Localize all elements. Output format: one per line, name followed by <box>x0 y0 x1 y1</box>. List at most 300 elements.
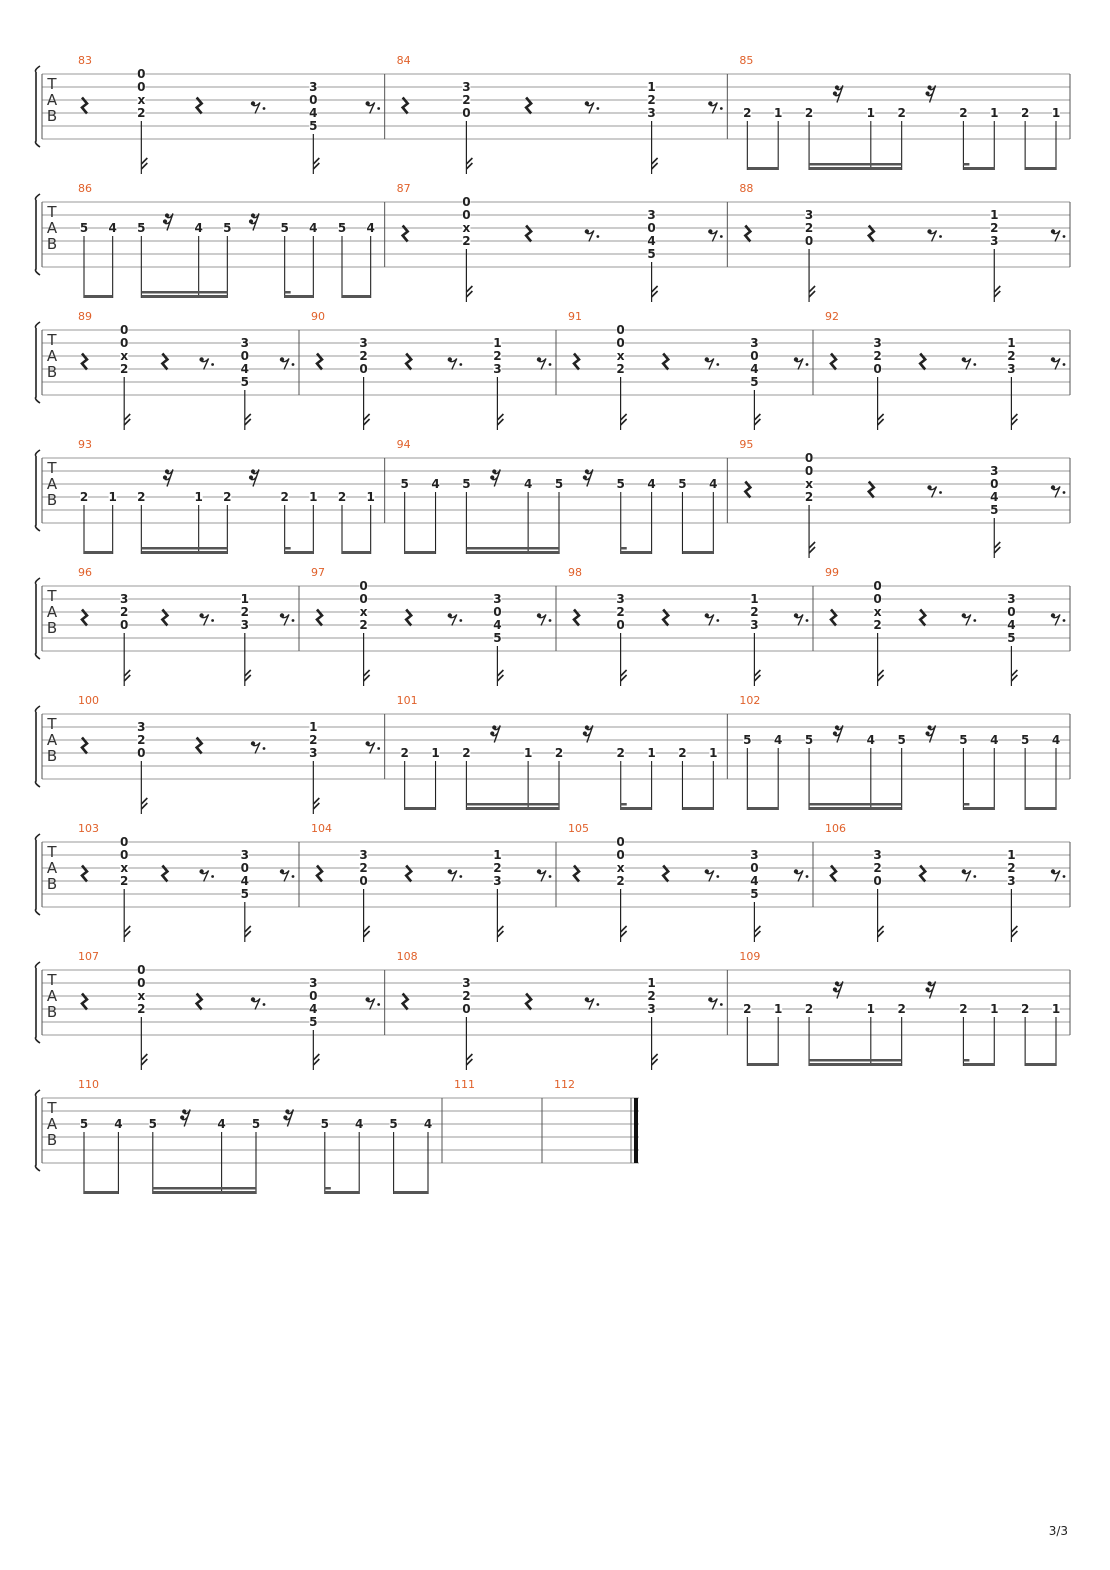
fret-number: 1 <box>709 746 718 760</box>
measure <box>78 54 385 174</box>
measure <box>397 54 728 174</box>
fret-number: 1 <box>647 976 656 990</box>
measure-number: 102 <box>739 694 761 707</box>
fret-number: 4 <box>309 106 318 120</box>
beam <box>84 295 113 298</box>
measure <box>568 822 813 942</box>
fret-number: 0 <box>493 605 502 619</box>
rest-dot <box>377 107 380 110</box>
fret-number: 0 <box>462 195 471 209</box>
fret-number: x <box>359 605 368 619</box>
beam <box>285 551 314 554</box>
measure <box>397 694 728 810</box>
measure-number: 101 <box>396 694 418 707</box>
fret-number: 0 <box>804 234 814 248</box>
sixteenth-flag <box>809 542 815 553</box>
fret-number: 5 <box>990 503 999 517</box>
fret-number: 1 <box>750 592 759 606</box>
fret-number: 3 <box>120 592 129 606</box>
fret-number: 0 <box>137 746 146 760</box>
fret-number: 3 <box>750 336 759 350</box>
fret-number: 2 <box>897 106 906 120</box>
fret-number: 4 <box>647 477 656 491</box>
beam <box>621 807 652 810</box>
measure <box>78 822 299 942</box>
fret-number: 3 <box>616 592 625 606</box>
fret-number: 1 <box>1051 1002 1061 1016</box>
rest-dot <box>459 363 462 366</box>
fret-number: 3 <box>990 464 999 478</box>
fret-number: 2 <box>616 605 625 619</box>
fret-number: 1 <box>366 490 375 504</box>
fret-number: 3 <box>359 848 368 862</box>
measure-number: 109 <box>739 950 761 963</box>
sixteenth-flag <box>141 158 147 169</box>
measure-number: 90 <box>311 310 325 323</box>
fret-number: 3 <box>493 592 502 606</box>
fret-number: 5 <box>647 247 656 261</box>
fret-number: x <box>616 349 625 363</box>
fret-number: 3 <box>804 208 814 222</box>
rest-dot <box>720 1003 723 1006</box>
fret-number: 5 <box>750 375 759 389</box>
fret-number: 1 <box>1007 336 1016 350</box>
system-bracket <box>36 194 41 275</box>
beam <box>621 551 652 554</box>
sixteenth-flag <box>466 158 472 169</box>
sixteenth-flag <box>994 286 1000 297</box>
tab-clef-letter: T <box>47 587 57 605</box>
fret-number: 2 <box>462 234 471 248</box>
tab-clef-letter: T <box>47 203 57 221</box>
fret-number: 3 <box>873 848 882 862</box>
sixteenth-flag <box>621 414 627 425</box>
fret-number: 2 <box>120 362 129 376</box>
rest-dot <box>549 619 552 622</box>
tab-clef-letter: T <box>47 971 57 989</box>
fret-number: 2 <box>750 605 759 619</box>
rest-dot <box>292 875 295 878</box>
fret-number: 0 <box>120 618 129 632</box>
system-bracket <box>36 706 41 787</box>
measure <box>397 950 728 1070</box>
fret-number: 2 <box>79 490 89 504</box>
measure-number: 89 <box>78 310 92 323</box>
fret-number: 4 <box>309 1002 318 1016</box>
measure <box>739 54 1070 170</box>
tab-system <box>36 694 1071 814</box>
sixteenth-flag <box>245 670 251 681</box>
fret-number: 4 <box>114 1117 123 1131</box>
fret-number: 2 <box>462 989 471 1003</box>
fret-number: 2 <box>1020 1002 1030 1016</box>
system-bracket <box>36 450 41 531</box>
rest-dot <box>973 619 976 622</box>
tab-clef-letter: T <box>47 1099 57 1117</box>
fret-number: 3 <box>647 1002 656 1016</box>
rest-dot <box>596 1003 599 1006</box>
measure <box>397 438 728 554</box>
sixteenth-flag <box>621 926 627 937</box>
rest-dot <box>596 107 599 110</box>
fret-number: 2 <box>990 221 999 235</box>
fret-number: 4 <box>1007 618 1016 632</box>
measure-number: 88 <box>739 182 754 195</box>
fret-number: 3 <box>309 746 318 760</box>
fret-number: 1 <box>108 490 117 504</box>
fret-number: 1 <box>194 490 203 504</box>
fret-number: 2 <box>647 989 656 1003</box>
rest-dot <box>292 363 295 366</box>
fret-number: 1 <box>493 336 502 350</box>
fret-number: 3 <box>1007 874 1016 888</box>
system-bracket <box>36 322 41 403</box>
sixteenth-flag <box>754 414 760 425</box>
fret-number: 0 <box>120 323 129 337</box>
fret-number: 5 <box>320 1117 329 1131</box>
fret-number: 0 <box>616 336 625 350</box>
fret-number: 1 <box>523 746 533 760</box>
sixteenth-flag <box>878 414 884 425</box>
system-bracket <box>36 834 41 915</box>
fret-number: 1 <box>990 1002 999 1016</box>
rest-dot <box>720 235 723 238</box>
fret-number: 2 <box>554 746 564 760</box>
beam-partial <box>285 547 291 550</box>
fret-number: 5 <box>280 221 289 235</box>
beam-partial <box>963 803 969 806</box>
tab-clef-letter: B <box>46 235 58 253</box>
fret-number: 0 <box>804 464 814 478</box>
fret-number: 1 <box>990 106 999 120</box>
measure-number: 105 <box>568 822 589 835</box>
fret-number: 0 <box>240 861 249 875</box>
measure <box>78 950 385 1070</box>
beam <box>153 1191 256 1194</box>
fret-number: 0 <box>750 349 759 363</box>
tab-clef-letter: B <box>46 619 58 637</box>
measure-number: 104 <box>311 822 332 835</box>
fret-number: 5 <box>148 1117 157 1131</box>
fret-number: 5 <box>337 221 347 235</box>
fret-number: 2 <box>493 349 502 363</box>
sixteenth-flag <box>124 414 130 425</box>
beam <box>963 1063 994 1066</box>
beam <box>809 1063 902 1066</box>
tab-clef-letter: A <box>46 1115 58 1133</box>
sixteenth-flag <box>1011 926 1017 937</box>
sixteenth-flag <box>878 926 884 937</box>
fret-number: 3 <box>1007 592 1016 606</box>
measure-number: 92 <box>825 310 839 323</box>
measure <box>311 566 556 686</box>
sixteenth-flag <box>754 670 760 681</box>
fret-number: 1 <box>774 106 783 120</box>
fret-number: 0 <box>1007 605 1016 619</box>
measure-number: 97 <box>311 566 325 579</box>
fret-number: 0 <box>240 349 249 363</box>
fret-number: 0 <box>647 221 656 235</box>
tab-clef-letter: A <box>46 603 58 621</box>
beam <box>394 1191 428 1194</box>
beam <box>405 807 436 810</box>
fret-number: 0 <box>359 579 368 593</box>
fret-number: 4 <box>423 1117 433 1131</box>
fret-number: 3 <box>493 874 502 888</box>
fret-number: 2 <box>616 874 625 888</box>
beam <box>1025 807 1056 810</box>
rest-dot <box>806 619 809 622</box>
fret-number: 4 <box>750 874 759 888</box>
fret-number: x <box>120 349 129 363</box>
rest-dot <box>939 235 942 238</box>
rest-dot <box>1063 491 1066 494</box>
fret-number: 2 <box>120 605 129 619</box>
sixteenth-flag <box>313 798 319 809</box>
beam-partial <box>621 547 627 550</box>
fret-number: 2 <box>493 861 502 875</box>
fret-number: 2 <box>959 1002 968 1016</box>
fret-number: 5 <box>959 733 968 747</box>
sixteenth-flag <box>809 286 815 297</box>
fret-number: 0 <box>120 848 129 862</box>
rest-dot <box>716 363 719 366</box>
beam-partial <box>621 803 627 806</box>
measure-number: 108 <box>396 950 418 963</box>
fret-number: 2 <box>359 349 368 363</box>
system-bracket <box>36 66 41 147</box>
fret-number: 3 <box>462 80 471 94</box>
beam <box>342 551 371 554</box>
fret-number: 2 <box>743 1002 752 1016</box>
measure-number: 86 <box>78 182 92 195</box>
fret-number: 2 <box>743 106 752 120</box>
measure-number: 94 <box>396 438 411 451</box>
fret-number: 4 <box>217 1117 226 1131</box>
rest-dot <box>720 107 723 110</box>
fret-number: 2 <box>359 618 368 632</box>
fret-number: x <box>462 221 471 235</box>
fret-number: 0 <box>873 579 882 593</box>
measure-number: 106 <box>825 822 846 835</box>
rest-dot <box>716 875 719 878</box>
beam-secondary <box>809 1059 902 1062</box>
fret-number: 5 <box>616 477 625 491</box>
fret-number: 4 <box>523 477 533 491</box>
fret-number: 2 <box>873 861 882 875</box>
beam <box>325 1191 359 1194</box>
fret-number: 1 <box>866 106 875 120</box>
tab-clef-letter: A <box>46 987 58 1005</box>
fret-number: 2 <box>647 93 656 107</box>
fret-number: 5 <box>750 887 759 901</box>
fret-number: 0 <box>120 336 129 350</box>
fret-number: 0 <box>462 106 471 120</box>
rest-dot <box>377 1003 380 1006</box>
measure-number: 96 <box>78 566 92 579</box>
rest-dot <box>1063 363 1066 366</box>
fret-number: 1 <box>431 746 440 760</box>
fret-number: 5 <box>251 1117 261 1131</box>
fret-number: 0 <box>309 989 318 1003</box>
fret-number: 4 <box>990 490 999 504</box>
fret-number: 0 <box>137 976 146 990</box>
fret-number: 2 <box>309 733 318 747</box>
measure-number: 87 <box>396 182 411 195</box>
fret-number: 1 <box>647 80 656 94</box>
measure-number: 95 <box>739 438 754 451</box>
sixteenth-flag <box>652 286 658 297</box>
fret-number: 4 <box>240 362 249 376</box>
fret-number: 4 <box>750 362 759 376</box>
fret-number: 2 <box>804 106 814 120</box>
measure <box>78 310 299 430</box>
tab-system <box>36 566 1071 686</box>
tab-clef-letter: A <box>46 859 58 877</box>
fret-number: 0 <box>616 848 625 862</box>
fret-number: 0 <box>120 835 129 849</box>
tab-clef-letter: A <box>46 731 58 749</box>
rest-dot <box>377 747 380 750</box>
beam <box>809 807 902 810</box>
system-bracket <box>36 962 41 1043</box>
beam <box>342 295 371 298</box>
sixteenth-flag <box>652 1054 658 1065</box>
fret-number: 2 <box>137 733 146 747</box>
fret-number: 3 <box>750 618 759 632</box>
fret-number: 0 <box>616 618 625 632</box>
fret-number: 2 <box>897 1002 906 1016</box>
rest-dot <box>459 619 462 622</box>
fret-number: 2 <box>1007 349 1016 363</box>
sixteenth-flag <box>621 670 627 681</box>
sixteenth-flag <box>313 1054 319 1065</box>
fret-number: 4 <box>108 221 117 235</box>
rest-dot <box>1063 619 1066 622</box>
fret-number: 5 <box>309 119 318 133</box>
beam <box>141 551 227 554</box>
fret-number: 5 <box>137 221 146 235</box>
beam <box>963 167 994 170</box>
rest-dot <box>263 1003 266 1006</box>
fret-number: 0 <box>804 451 814 465</box>
sixteenth-flag <box>497 670 503 681</box>
fret-number: 5 <box>400 477 409 491</box>
fret-number: x <box>137 93 146 107</box>
beam-secondary <box>466 803 559 806</box>
beam-secondary <box>466 547 559 550</box>
fret-number: 3 <box>137 720 146 734</box>
fret-number: 2 <box>137 106 146 120</box>
tab-clef-letter: B <box>46 747 58 765</box>
fret-number: 5 <box>309 1015 318 1029</box>
beam <box>84 551 113 554</box>
tab-clef-letter: B <box>46 107 58 125</box>
fret-number: 0 <box>137 67 146 81</box>
rest-dot <box>596 235 599 238</box>
fret-number: 2 <box>804 1002 814 1016</box>
fret-number: x <box>805 477 813 491</box>
rest-dot <box>939 491 942 494</box>
system-bracket <box>36 578 41 659</box>
fret-number: 0 <box>359 592 368 606</box>
sixteenth-flag <box>1011 670 1017 681</box>
fret-number: 3 <box>462 976 471 990</box>
beam-partial <box>963 1059 969 1062</box>
beam <box>466 807 559 810</box>
beam-partial <box>285 291 291 294</box>
rest-dot <box>973 363 976 366</box>
fret-number: 2 <box>400 746 409 760</box>
beam-secondary <box>141 547 227 550</box>
sixteenth-flag <box>1011 414 1017 425</box>
tab-system <box>36 1078 640 1194</box>
fret-number: 2 <box>616 362 625 376</box>
measure <box>78 1078 442 1194</box>
measure-number: 99 <box>825 566 839 579</box>
sixteenth-flag <box>245 926 251 937</box>
fret-number: x <box>616 861 625 875</box>
tab-clef-letter: B <box>46 1003 58 1021</box>
rest-dot <box>806 875 809 878</box>
sixteenth-flag <box>364 670 370 681</box>
fret-number: 4 <box>366 221 375 235</box>
measure-number: 103 <box>78 822 99 835</box>
sixteenth-flag <box>994 542 1000 553</box>
rest-dot <box>806 363 809 366</box>
tab-clef-letter: A <box>46 347 58 365</box>
fret-number: 5 <box>743 733 752 747</box>
fret-number: 5 <box>79 1117 89 1131</box>
fret-number: 2 <box>137 490 146 504</box>
measure <box>568 310 813 430</box>
measure <box>568 566 813 686</box>
fret-number: 4 <box>309 221 318 235</box>
sixteenth-flag <box>466 286 472 297</box>
sixteenth-flag <box>141 1054 147 1065</box>
measure <box>78 694 385 814</box>
measure-number: 98 <box>568 566 582 579</box>
beam <box>682 551 713 554</box>
rest-dot <box>549 363 552 366</box>
measure <box>311 310 556 430</box>
fret-number: 2 <box>462 93 471 107</box>
rest-dot <box>1063 875 1066 878</box>
page-number: 3/3 <box>1048 1524 1068 1538</box>
measure-number: 84 <box>396 54 411 67</box>
sixteenth-flag <box>497 414 503 425</box>
measure <box>825 310 1070 430</box>
tab-clef-letter: T <box>47 715 57 733</box>
fret-number: 0 <box>137 80 146 94</box>
fret-number: 4 <box>194 221 203 235</box>
fret-number: 4 <box>1051 733 1061 747</box>
fret-number: 4 <box>990 733 999 747</box>
fret-number: 1 <box>647 746 656 760</box>
fret-number: 4 <box>774 733 783 747</box>
sixteenth-flag <box>124 670 130 681</box>
beam-secondary <box>809 163 902 166</box>
tab-clef-letter: T <box>47 75 57 93</box>
fret-number: 2 <box>873 349 882 363</box>
measure <box>78 182 385 298</box>
fret-number: 1 <box>774 1002 783 1016</box>
fret-number: 1 <box>1007 848 1016 862</box>
fret-number: 3 <box>750 848 759 862</box>
fret-number: 3 <box>1007 362 1016 376</box>
measure <box>311 822 556 942</box>
fret-number: 0 <box>137 963 146 977</box>
